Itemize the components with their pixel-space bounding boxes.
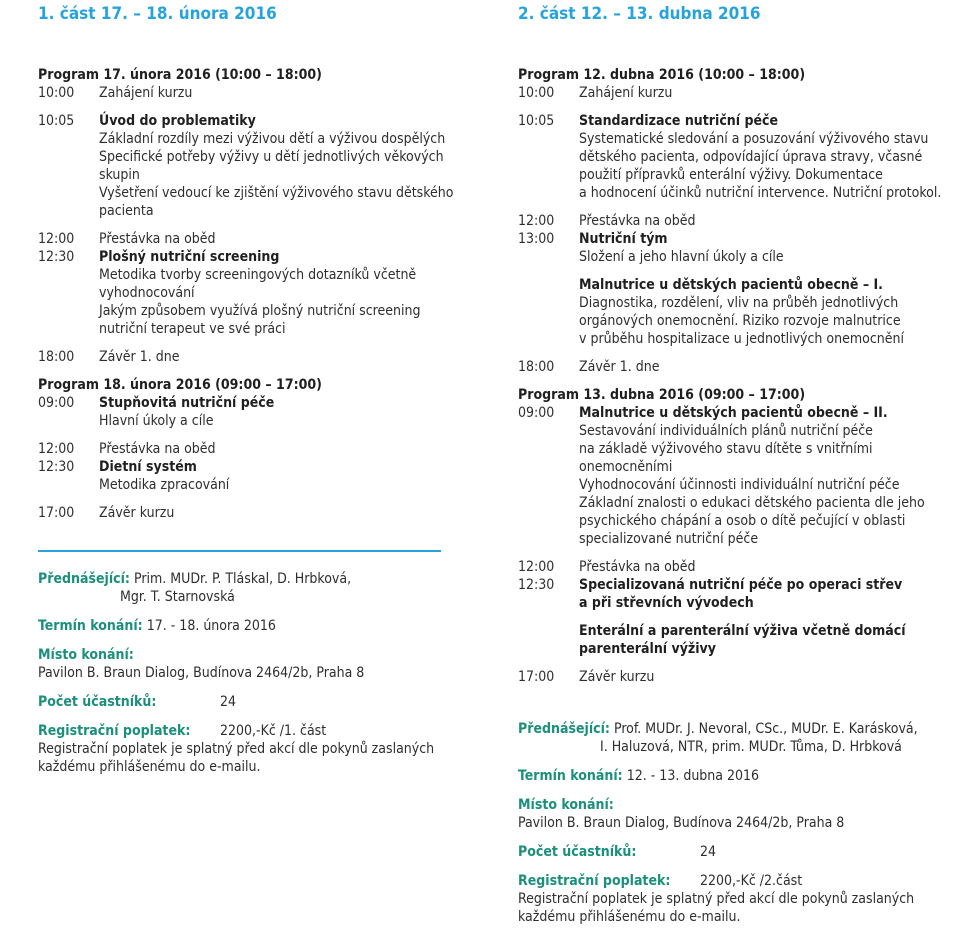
fee-value: 2200,-Kč /1. část [220,723,327,739]
fee-note: Registrační poplatek je splatný před akcí dle pokynů zaslaných [38,741,435,757]
part2-info [518,720,948,926]
divider [38,550,441,552]
schedule-item [38,348,458,366]
schedule-line: Vyšetření vedoucí ke zjištění výživového stavu dětského [99,185,454,201]
schedule-time: 10:05 [518,113,555,129]
schedule-time: 18:00 [518,359,555,375]
part1-info [38,570,458,776]
part1-schedule [38,66,458,522]
session-title: Stupňovitá nutriční péče [99,395,275,411]
schedule-time: 09:00 [38,395,75,411]
part2-schedule [518,66,948,686]
lecturers-value: Prim. MUDr. P. Tláskal, D. Hrbková, [133,571,352,587]
schedule-time: 12:30 [518,577,555,593]
part1-header: 1. část 17. – 18. února 2016 [38,4,277,24]
lecturers-value-2: Mgr. T. Starnovská [120,589,235,605]
lecturers-value-2: I. Haluzová, NTR, prim. MUDr. Tůma, D. Hrbková [600,739,902,755]
schedule-item [518,576,948,612]
schedule-line: nutriční terapeut ve své práci [99,321,286,337]
schedule-line: Závěr 1. dne [579,359,660,375]
schedule-line: Jakým způsobem využívá plošný nutriční screening [99,303,421,319]
schedule-item [518,112,948,202]
schedule-line: a hodnocení účinků nutriční intervence. Nutriční protokol. [579,185,942,201]
schedule-time: 18:00 [38,349,75,365]
schedule-line: skupin [99,167,140,183]
date-label: Termín konání: [38,618,143,634]
schedule-line: Závěr kurzu [99,505,175,521]
session-title: Úvod do problematiky [99,113,256,129]
schedule-item [518,358,948,376]
fee-value: 2200,-Kč /2.část [700,873,803,889]
schedule-time: 10:00 [518,85,555,101]
schedule-time: 10:00 [38,85,75,101]
schedule-line: Diagnostika, rozdělení, vliv na průběh jednotlivých [579,295,899,311]
place-label: Místo konání: [518,797,614,813]
schedule-time: 13:00 [518,231,555,247]
schedule-line: Přestávka na oběd [99,231,216,247]
schedule-line: Zahájení kurzu [579,85,673,101]
count-label: Počet účastníků: [518,844,637,860]
lecturers-value: Prof. MUDr. J. Nevoral, CSc., MUDr. E. Karásková, [613,721,918,737]
session-title: Standardizace nutriční péče [579,113,779,129]
schedule-line: Přestávka na oběd [579,213,696,229]
schedule-line: onemocněními [579,459,673,475]
session-title: Plošný nutriční screening [99,249,280,265]
schedule-line: Závěr kurzu [579,669,655,685]
schedule-item [38,84,458,102]
schedule-time: 17:00 [38,505,75,521]
schedule-time: 12:00 [38,231,75,247]
schedule-line: Základní znalosti o edukaci dětského pacienta dle jeho [579,495,925,511]
fee-note: Registrační poplatek je splatný před akcí dle pokynů zaslaných [518,891,915,907]
schedule-line: Základní rozdíly mezi výživou dětí a výživou dospělých [99,131,446,147]
date-value: 17. - 18. února 2016 [146,618,276,634]
place-value: Pavilon B. Braun Dialog, Budínova 2464/2b, Praha 8 [38,665,365,681]
schedule-item [518,668,948,686]
schedule-item [38,248,458,338]
schedule-item [518,276,948,348]
schedule-line: psychického chápání a osob o dítě pečující v oblasti [579,513,906,529]
schedule-item [38,394,458,430]
lecturers-label: Přednášející: [38,571,130,587]
session-title: Specializovaná nutriční péče po operaci střev [579,577,903,593]
schedule-time: 12:00 [38,441,75,457]
lecturers-label: Přednášející: [518,721,610,737]
schedule-time: 12:30 [38,459,75,475]
session-title: Dietní systém [99,459,197,475]
session-title: Malnutrice u dětských pacientů obecně – II. [579,405,888,421]
schedule-line: Závěr 1. dne [99,349,180,365]
schedule-time: 12:00 [518,559,555,575]
schedule-line: Specifické potřeby výživy u dětí jednotlivých věkových [99,149,444,165]
program-title: Program 18. února 2016 (09:00 – 17:00) [38,377,322,393]
schedule-line: Vyhodnocování účinnosti individuální nutriční péče [579,477,900,493]
schedule-line: Přestávka na oběd [579,559,696,575]
count-value: 24 [220,694,237,710]
schedule-line: použití přípravků enterální výživy. Dokumentace [579,167,883,183]
schedule-line: v průběhu hospitalizace u jednotlivých onemocnění [579,331,904,347]
date-label: Termín konání: [518,768,623,784]
session-title: Malnutrice u dětských pacientů obecně – I. [579,277,883,293]
schedule-line: Zahájení kurzu [99,85,193,101]
schedule-item [518,622,948,658]
schedule-item [518,230,948,266]
schedule-line: pacienta [99,203,154,219]
session-title: a při střevních vývodech [579,595,754,611]
schedule-time: 12:00 [518,213,555,229]
schedule-line: Systematické sledování a posuzování výživového stavu [579,131,929,147]
schedule-item [38,440,458,458]
date-value: 12. - 13. dubna 2016 [626,768,760,784]
schedule-time: 10:05 [38,113,75,129]
schedule-item [38,504,458,522]
place-value: Pavilon B. Braun Dialog, Budínova 2464/2b, Praha 8 [518,815,845,831]
schedule-line: Metodika tvorby screeningových dotazníků včetně [99,267,417,283]
schedule-line: Hlavní úkoly a cíle [99,413,214,429]
program-title: Program 13. dubna 2016 (09:00 – 17:00) [518,387,806,403]
schedule-item [518,212,948,230]
schedule-line: vyhodnocování [99,285,195,301]
schedule-line: orgánových onemocnění. Riziko rozvoje malnutrice [579,313,901,329]
program-title: Program 12. dubna 2016 (10:00 – 18:00) [518,67,806,83]
schedule-line: specializované nutriční péče [579,531,759,547]
session-title: Nutriční tým [579,231,668,247]
schedule-line: Složení a jeho hlavní úkoly a cíle [579,249,784,265]
part2-header: 2. část 12. – 13. dubna 2016 [518,4,761,24]
fee-label: Registrační poplatek: [38,723,191,739]
fee-note: každému přihlášenému do e-mailu. [38,759,261,775]
schedule-time: 12:30 [38,249,75,265]
schedule-line: Přestávka na oběd [99,441,216,457]
schedule-time: 09:00 [518,405,555,421]
schedule-line: Metodika zpracování [99,477,230,493]
session-title: parenterální výživy [579,641,716,657]
fee-note: každému přihlášenému do e-mailu. [518,909,741,925]
schedule-time: 17:00 [518,669,555,685]
schedule-item [38,458,458,494]
schedule-item [518,404,948,548]
schedule-item [38,230,458,248]
schedule-item [518,558,948,576]
place-label: Místo konání: [38,647,134,663]
program-title: Program 17. února 2016 (10:00 – 18:00) [38,67,322,83]
fee-label: Registrační poplatek: [518,873,671,889]
schedule-item [38,112,458,220]
count-label: Počet účastníků: [38,694,157,710]
session-title: Enterální a parenterální výživa včetně domácí [579,623,906,639]
schedule-line: Sestavování individuálních plánů nutriční péče [579,423,873,439]
schedule-line: dětského pacienta, odpovídající úprava stravy, včasné [579,149,923,165]
schedule-item [518,84,948,102]
schedule-line: na základě výživového stavu dítěte s vnitřními [579,441,873,457]
count-value: 24 [700,844,717,860]
